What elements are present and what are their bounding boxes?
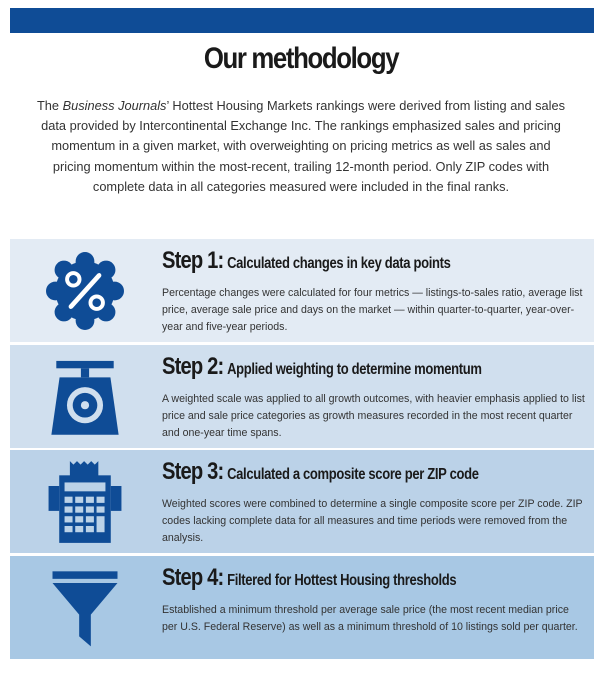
- step-2-number: Step 2:: [162, 353, 224, 380]
- step-1-icon-wrap: [10, 239, 160, 342]
- step-2-heading: [162, 353, 523, 381]
- step-3-icon-wrap: [10, 450, 160, 553]
- step-3: [10, 450, 594, 553]
- step-4-heading: [162, 564, 523, 592]
- step-2: [10, 345, 594, 448]
- header-bar: [10, 8, 594, 33]
- funnel-icon: [47, 568, 123, 648]
- step-1: [10, 239, 594, 342]
- step-3-text: Weighted scores were combined to determine a single composite score per ZIP code. ZIP codes lacking complete data for all measures and time periods were removed from the analysis.: [162, 498, 583, 545]
- intro-paragraph: [36, 96, 566, 197]
- step-3-number: Step 3:: [162, 458, 224, 485]
- step-4-icon-wrap: [10, 556, 160, 659]
- step-2-icon-wrap: [10, 345, 160, 448]
- step-2-title: Applied weighting to determine momentum: [227, 361, 482, 378]
- step-1-text: Percentage changes were calculated for four metrics — listings-to-sales ratio, average list price, average sale price and days on the market — within quarter-to-quarter, year-over-year and five-year periods.: [162, 287, 583, 334]
- step-4-number: Step 4:: [162, 564, 224, 591]
- step-1-title: Calculated changes in key data points: [227, 255, 451, 272]
- intro-pre: The: [36, 98, 63, 113]
- calculator-icon: [45, 459, 125, 545]
- step-1-number: Step 1:: [162, 247, 224, 274]
- intro-rest: ’ Hottest Housing Markets rankings were derived from listing and sales data provided by Intercontinental Exchange Inc. The rankings emphasized sales and pricing momentum in a given market, with overweighting on pricing metrics as well as sales and pricing momentum within the most-recent, trailing 12-month period. Only ZIP codes with complete data in all categories measured were included in the final ranks.: [41, 98, 565, 194]
- intro-publication: Business Journals: [62, 98, 167, 113]
- step-2-text: A weighted scale was applied to all growth outcomes, with heavier emphasis applied to list price and sale price categories as growth measures recorded in the most recent quarter and one-year time spans.: [162, 393, 585, 440]
- step-4: [10, 556, 594, 659]
- step-3-title: Calculated a composite score per ZIP code: [227, 466, 479, 483]
- percent-badge-icon: [46, 252, 124, 330]
- step-4-title: Filtered for Hottest Housing thresholds: [227, 572, 457, 589]
- page-title: Our methodology: [203, 42, 399, 75]
- step-1-heading: [162, 247, 523, 275]
- step-3-heading: [162, 458, 523, 486]
- scale-icon: [48, 356, 122, 438]
- step-4-text: Established a minimum threshold per average sale price (the most recent median price per U.S. Federal Reserve) as well as a minimum threshold of 10 listings sold per quarter.: [162, 604, 578, 634]
